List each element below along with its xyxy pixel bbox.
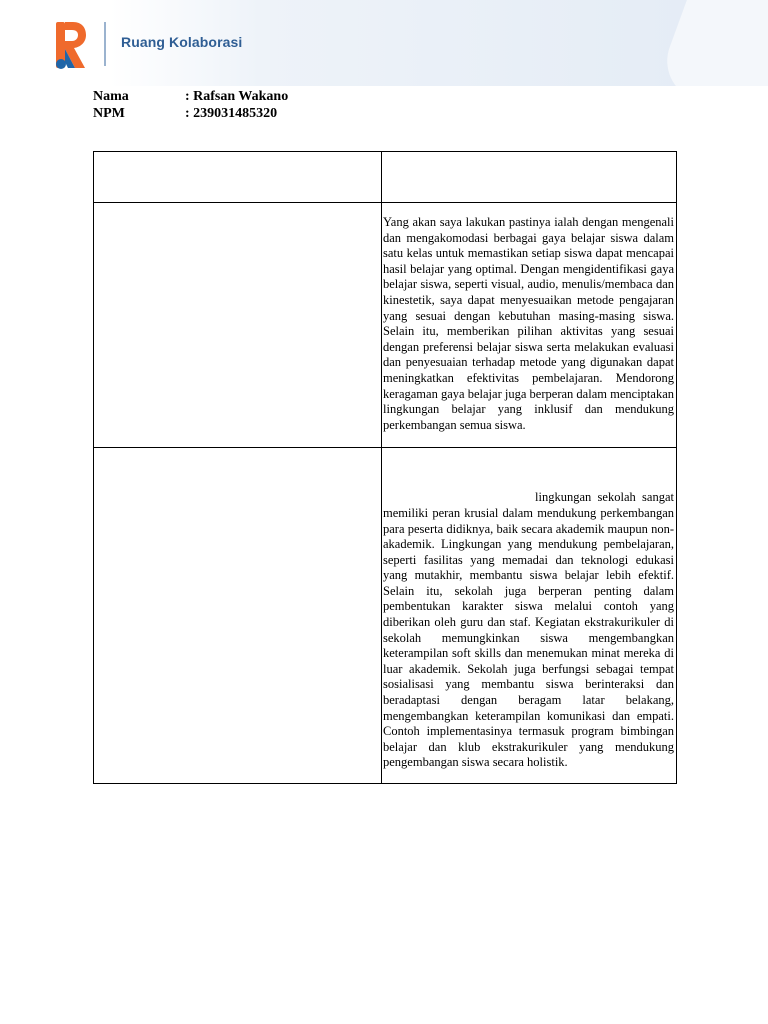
table-header-row xyxy=(94,152,677,203)
header-banner xyxy=(0,0,768,86)
answer-paragraph: lingkungan sekolah sangat memiliki peran krusial dalam mendukung perkembangan para peserta didiknya, baik secara akademik maupun non-akademik. Lingkungan yang mendukung pembelajaran, seperti fasilitas yang memadai dan teknologi edukasi yang mutakhir, membantu siswa belajar lebih efektif. Selain itu, sekolah juga berperan penting dalam pembentukan karakter siswa melalui contoh yang diberikan oleh guru dan staf. Kegiatan ekstrakurikuler di sekolah memungkinkan siswa mengembangkan keterampilan soft skills dan menemukan minat mereka di luar akademik. Sekolah juga berfungsi sebagai tempat sosialisasi yang membantu siswa berinteraksi dan beradaptasi dengan beragam latar belakang, mengembangkan keterampilan komunikasi dan empati. Contoh implementasinya termasuk program bimbingan belajar dan klub ekstrakurikuler yang mendukung pengembangan siswa secara holistik. xyxy=(383,490,674,770)
table-row xyxy=(94,448,677,784)
name-label: Nama xyxy=(93,89,129,104)
ruang-kolaborasi-logo-icon xyxy=(54,20,88,70)
question-cell xyxy=(94,448,382,784)
header-cell-left xyxy=(94,152,382,203)
logo-divider xyxy=(104,22,106,66)
question-cell xyxy=(94,203,382,448)
name-row xyxy=(93,88,288,105)
brand-name: Ruang Kolaborasi xyxy=(121,34,243,50)
answer-table xyxy=(93,151,677,784)
name-value: : Rafsan Wakano xyxy=(185,89,289,104)
header-decoration xyxy=(656,0,768,86)
npm-label: NPM xyxy=(93,106,125,121)
answer-paragraph: Yang akan saya lakukan pastinya ialah dengan mengenali dan mengakomodasi berbagai gaya belajar siswa dalam satu kelas untuk memastikan setiap siswa dapat mencapai hasil belajar yang optimal. Dengan mengidentifikasi gaya belajar siswa, seperti visual, audio, menulis/membaca dan kinestetik, saya dapat menyesuaikan metode pengajaran yang sesuai dengan kebutuhan masing-masing siswa. Selain itu, memberikan pilihan aktivitas yang sesuai dengan preferensi belajar siswa serta melakukan evaluasi dan penyesuaian terhadap metode yang digunakan dapat meningkatkan efektivitas pembelajaran. Mendorong keragaman gaya belajar juga berperan dalam menciptakan lingkungan belajar yang inklusif dan mendukung perkembangan semua siswa. xyxy=(383,215,674,432)
answer-cell xyxy=(382,448,677,784)
table-row xyxy=(94,203,677,448)
npm-row xyxy=(93,105,288,122)
header-cell-right xyxy=(382,152,677,203)
answer-cell xyxy=(382,203,677,448)
student-identity xyxy=(93,88,288,122)
npm-value: : 239031485320 xyxy=(185,106,278,121)
